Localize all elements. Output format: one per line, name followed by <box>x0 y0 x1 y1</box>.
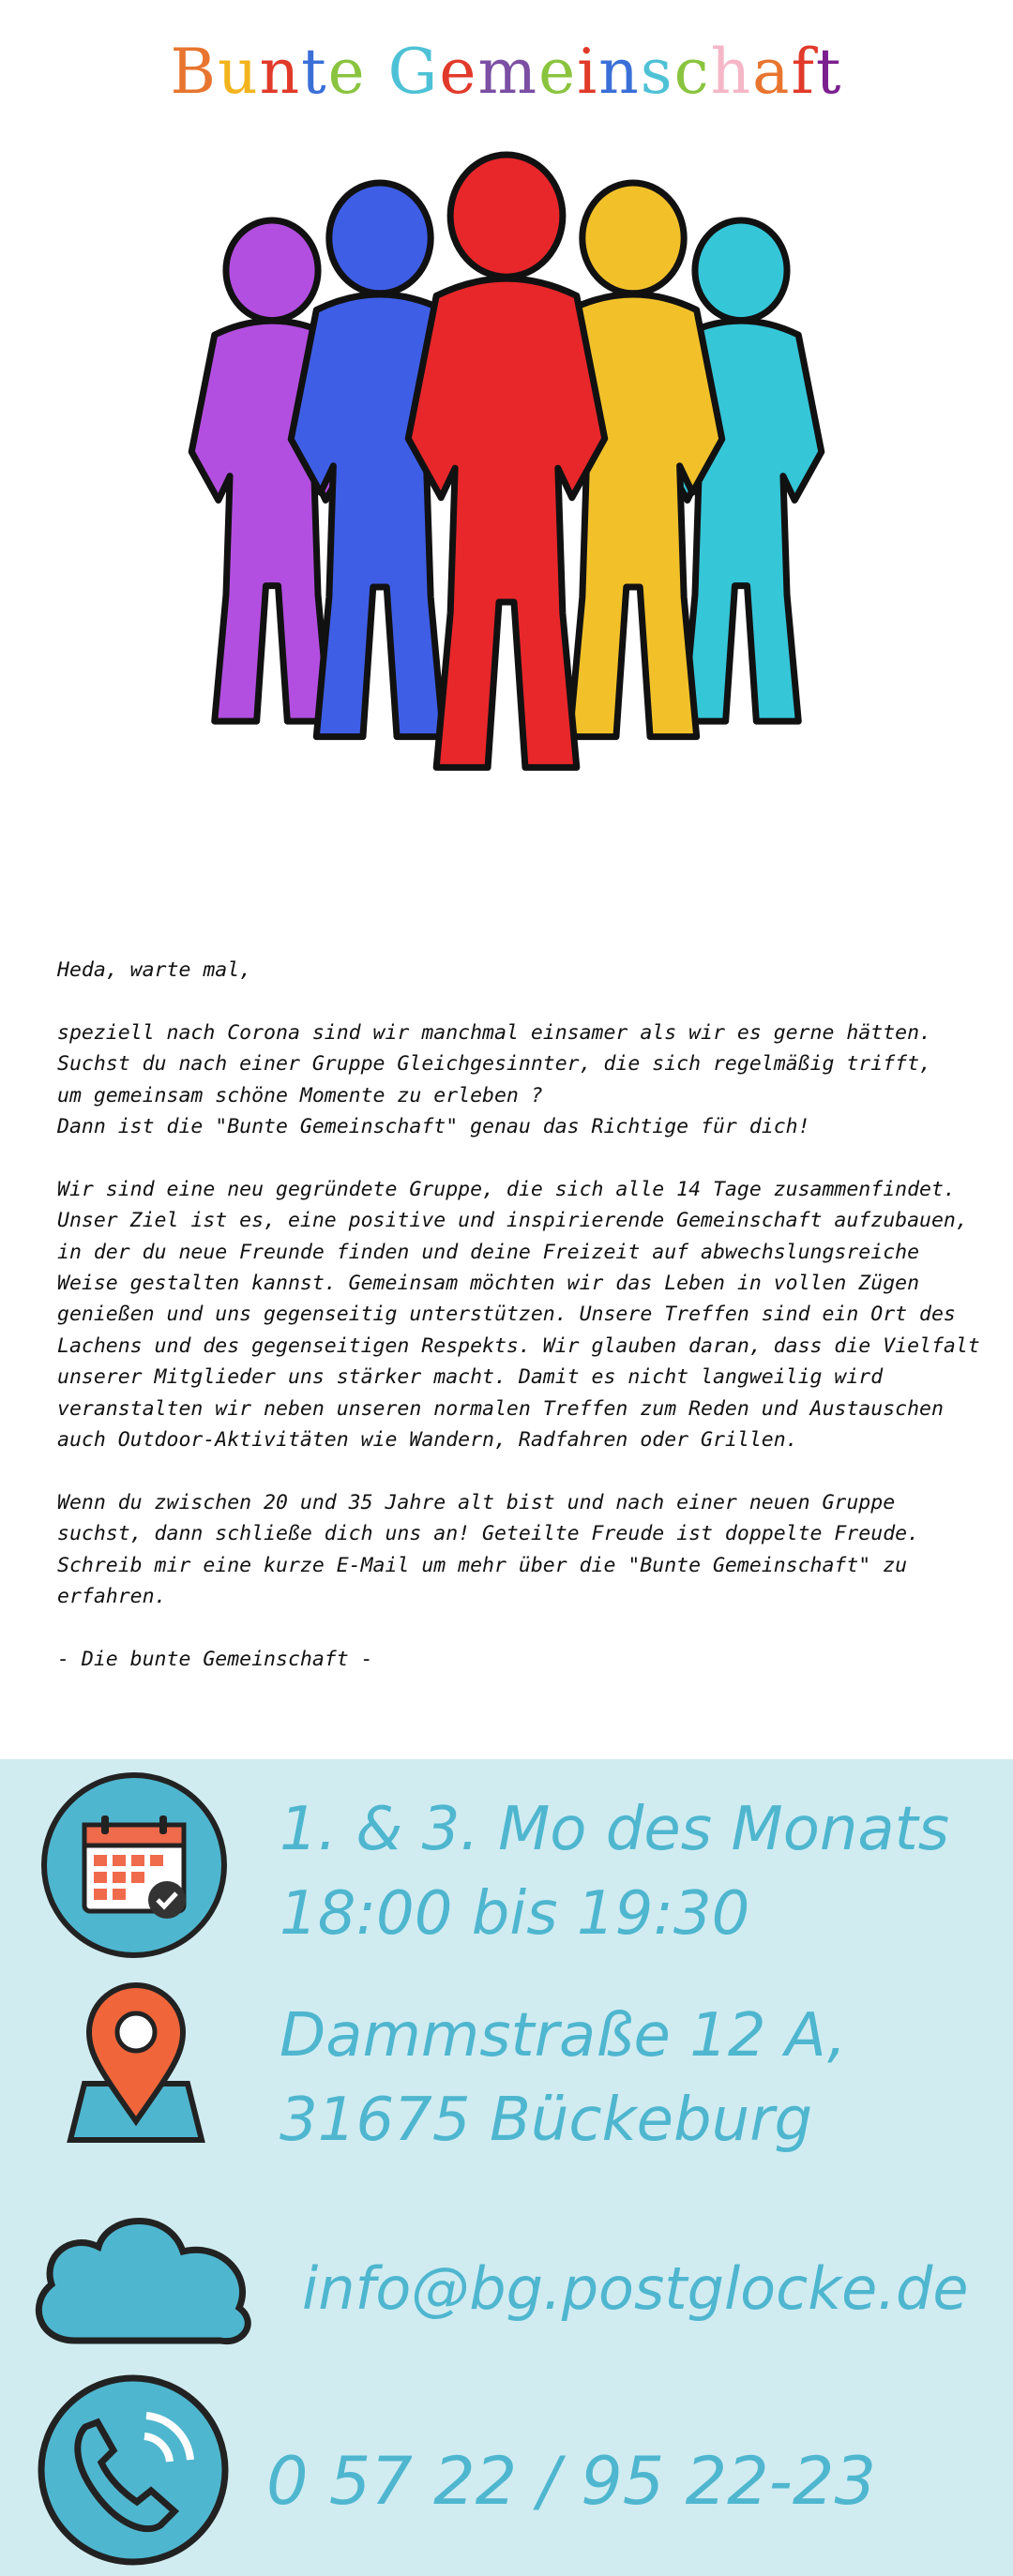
text-line: Wenn du zwischen 20 und 35 Jahre alt bist und nach einer neuen Gruppe <box>57 1490 896 1514</box>
text-line: Wir sind eine neu gegründete Gruppe, die sich alle 14 Tage zusammenfindet. <box>57 1177 956 1201</box>
title-letter: t <box>815 36 843 108</box>
title-letter: a <box>752 36 792 108</box>
paragraph-3 <box>57 1487 958 1613</box>
greeting: Heda, warte mal, <box>57 958 252 982</box>
address-street: Dammstraße 12 A, <box>280 2001 847 2071</box>
text-line: speziell nach Corona sind wir manchmal einsamer als wir es gerne hätten. <box>57 1020 931 1045</box>
text-line: um gemeinsam schöne Momente zu erleben ? <box>57 1083 543 1107</box>
title-letter: s <box>640 36 674 108</box>
text-line: Weise gestalten kannst. Gemeinsam möchten wir das Leben in vollen Zügen <box>57 1272 920 1296</box>
paragraph-1 <box>57 1017 958 1143</box>
title-letter: e <box>439 36 478 108</box>
community-figures-illustration <box>169 150 844 806</box>
text-line: erfahren. <box>57 1585 167 1609</box>
meeting-time: 18:00 bis 19:30 <box>280 1879 750 1949</box>
text-line: Suchst du nach einer Gruppe Gleichgesinnter, die sich regelmäßig trifft, <box>57 1052 931 1077</box>
text-line: Schreib mir eine kurze E-Mail um mehr über die "Bunte Gemeinschaft" zu <box>57 1553 908 1577</box>
text-line: in der du neue Freunde finden und deine Freizeit auf abwechslungsreiche <box>57 1240 920 1264</box>
text-line: genießen und uns gegenseitig unterstützen. Unsere Treffen sind ein Ort des <box>57 1303 956 1327</box>
title-letter: e <box>538 36 578 108</box>
text-line: veranstalten wir neben unseren normalen Treffen zum Reden und Austauschen <box>57 1396 944 1421</box>
body-text <box>57 955 980 1707</box>
info-panel <box>0 1759 1013 2576</box>
text-line: Unser Ziel ist es, eine positive und inspirierende Gemeinschaft aufzubauen, <box>57 1209 968 1233</box>
title-letter: i <box>577 36 599 108</box>
title-letter: e <box>327 36 367 108</box>
title-letter: G <box>387 36 440 108</box>
phone-icon <box>34 2371 233 2569</box>
title-letter: n <box>598 36 641 108</box>
title-letter: f <box>791 36 816 108</box>
address-city: 31675 Bückeburg <box>280 2086 813 2155</box>
title-letter: t <box>301 36 328 108</box>
calendar-icon <box>38 1769 231 1962</box>
title-letter <box>367 36 388 108</box>
text-line: Lachens und des gegenseitigen Respekts. Wir glauben daran, dass die Vielfalt <box>57 1333 980 1358</box>
meeting-date: 1. & 3. Mo des Monats <box>280 1795 950 1864</box>
title-letter: h <box>710 36 753 108</box>
paragraph-2 <box>57 1174 980 1456</box>
page-title <box>0 36 1013 108</box>
title-letter: u <box>218 36 260 108</box>
location-pin-icon <box>66 1981 206 2149</box>
text-line: auch Outdoor-Aktivitäten wie Wandern, Radfahren oder Grillen. <box>57 1428 798 1453</box>
title-letter: B <box>170 36 219 108</box>
text-line: unserer Mitglieder uns stärker macht. Damit es nicht langweilig wird <box>57 1365 884 1390</box>
email-address[interactable]: info@bg.postglocke.de <box>302 2254 969 2323</box>
text-line: suchst, dann schließe dich uns an! Geteilte Freude ist doppelte Freude. <box>57 1522 920 1546</box>
text-line: Dann ist die "Bunte Gemeinschaft" genau das Richtige für dich! <box>57 1115 810 1139</box>
signature: - Die bunte Gemeinschaft - <box>57 1647 373 1671</box>
title-letter: m <box>477 36 539 108</box>
phone-number[interactable]: 0 57 22 / 95 22-23 <box>266 2443 876 2520</box>
cloud-email-icon <box>19 2191 268 2359</box>
title-letter: c <box>673 36 711 108</box>
title-letter: n <box>259 36 302 108</box>
